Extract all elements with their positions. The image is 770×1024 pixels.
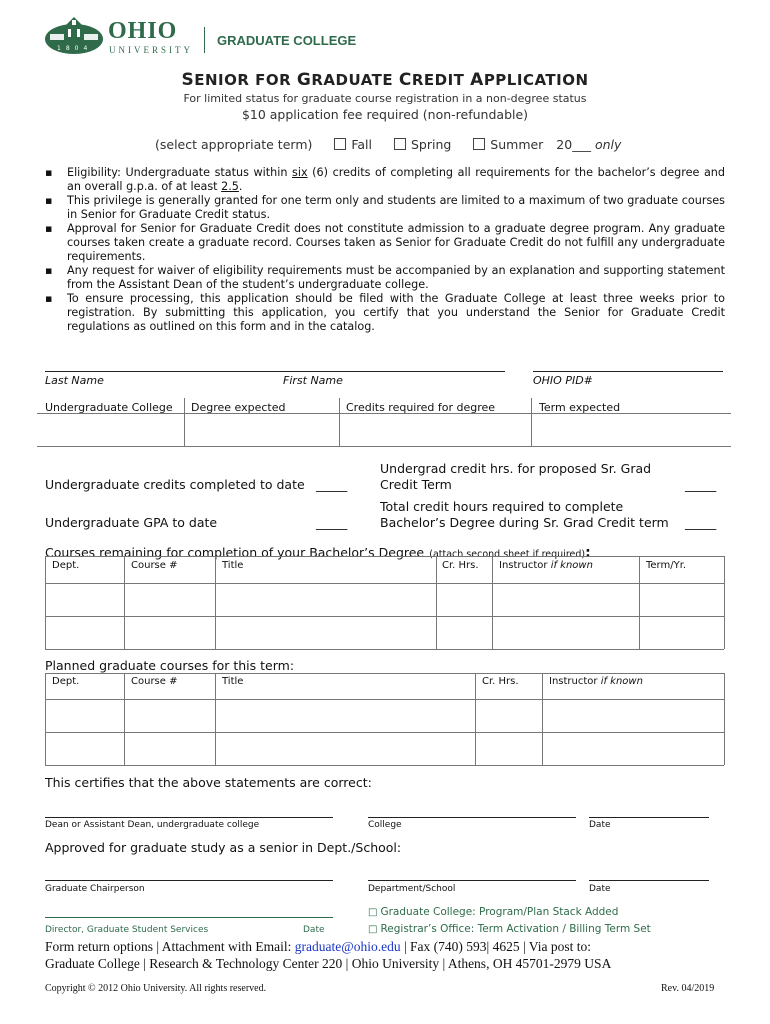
form-subtitle: For limited status for graduate course registration in a non-degree status xyxy=(183,92,587,105)
name-input-line[interactable] xyxy=(45,371,505,372)
credits-completed-label: Undergraduate credits completed to date xyxy=(45,477,305,492)
rule-one-term: ▪ This privilege is generally granted for one term only and students are limited to a maximum of two graduate courses in Senior for Graduate Credit status. xyxy=(45,194,725,222)
college-label: College xyxy=(368,820,402,830)
last-name-label: Last Name xyxy=(45,374,104,387)
pid-input-line[interactable] xyxy=(533,371,723,372)
rule-waiver: ▪ Any request for waiver of eligibility requirements must be accompanied by an explanation and supporting statement from the Assistant Dean of the student’s undergraduate college. xyxy=(45,264,725,292)
chair-label: Graduate Chairperson xyxy=(45,884,145,894)
revision: Rev. 04/2019 xyxy=(661,983,715,994)
certify-date-line[interactable] xyxy=(589,817,709,818)
mailing-address: Graduate College | Research & Technology Center 220 | Ohio University | Athens, OH 45701-2979 USA xyxy=(45,956,612,971)
remaining-courses-heading: Courses remaining for completion of your Bachelor’s Degree (attach second sheet if required): xyxy=(45,545,591,561)
rem-title-header: Title xyxy=(222,560,244,571)
term-expected-header: Term expected xyxy=(539,401,621,414)
certify-statement: This certifies that the above statements are correct: xyxy=(45,775,372,790)
table-row[interactable] xyxy=(46,700,723,731)
approval-statement: Approved for graduate study as a senior in Dept./School: xyxy=(45,840,402,855)
director-date-label: Date xyxy=(303,925,325,935)
plan-title-header: Title xyxy=(222,676,244,687)
total-hrs-field[interactable]: _____ xyxy=(685,515,717,530)
first-name-label: First Name xyxy=(283,374,343,387)
logo-subtitle: UNIVERSITY xyxy=(109,45,193,55)
dean-label: Dean or Assistant Dean, undergraduate college xyxy=(45,820,260,830)
table-row[interactable] xyxy=(46,733,723,764)
only-label: only xyxy=(594,137,622,152)
table-row[interactable] xyxy=(46,617,723,648)
college-signature-line[interactable] xyxy=(368,817,576,818)
dean-signature-line[interactable] xyxy=(45,817,333,818)
term-activation-checkbox[interactable]: □ Registrar’s Office: Term Activation / Billing Term Set xyxy=(368,923,651,935)
rule-processing: ▪ To ensure processing, this application should be filed with the Graduate College at least three weeks prior to registration. By submitting this application, you certify that you understand the Senior for Graduate Credit regulations as outlined on this form and in the catalog. xyxy=(45,292,725,334)
eligibility-rules xyxy=(45,166,725,334)
total-hrs-label: Total credit hours required to complete Bachelor’s Degree during Sr. Grad Credit term xyxy=(380,499,669,530)
rem-dept-header: Dept. xyxy=(52,560,80,571)
rem-term-header: Term/Yr. xyxy=(646,560,687,571)
table-row[interactable] xyxy=(46,584,723,615)
logo-year: 1804 xyxy=(57,45,93,52)
gpa-label: Undergraduate GPA to date xyxy=(45,515,218,530)
plan-hrs-header: Cr. Hrs. xyxy=(482,676,519,687)
college-name: GRADUATE COLLEGE xyxy=(217,33,357,48)
undergrad-college-header: Undergraduate College xyxy=(45,401,173,414)
gpa-field[interactable]: _____ xyxy=(316,515,348,530)
pid-label: OHIO PID# xyxy=(533,374,593,387)
rule-eligibility: ▪ Eligibility: Undergraduate status within six (6) credits of completing all requirements for the bachelor’s degree and an overall g.p.a. of at least 2.5. xyxy=(45,166,725,194)
degree-expected-field[interactable] xyxy=(185,414,338,445)
summer-year[interactable]: 20___ xyxy=(556,137,591,152)
credits-required-header: Credits required for degree xyxy=(346,401,496,414)
plan-instructor-header: Instructor if known xyxy=(549,676,643,687)
form-title: SENIOR FOR GRADUATE CREDIT APPLICATION xyxy=(181,70,589,90)
rem-instructor-header: Instructor if known xyxy=(499,560,593,571)
plan-course-header: Course # xyxy=(131,676,178,687)
term-prompt: (select appropriate term) xyxy=(155,137,313,152)
summer-checkbox[interactable]: Summer xyxy=(473,137,543,152)
dept-signature-line[interactable] xyxy=(368,880,576,881)
email-link[interactable]: graduate@ohio.edu xyxy=(294,939,401,954)
fall-checkbox[interactable]: Fall xyxy=(334,137,372,152)
term-expected-field[interactable] xyxy=(532,414,730,445)
certify-date-label: Date xyxy=(589,820,611,830)
rule-not-admission: ▪ Approval for Senior for Graduate Credit does not constitute admission to a graduate degree program. Any graduate courses taken create a graduate record. Courses taken as Senior for Graduate Credit do not fulfill any undergraduate requirements. xyxy=(45,222,725,264)
copyright: Copyright © 2012 Ohio University. All rights reserved. xyxy=(45,983,267,994)
rem-course-header: Course # xyxy=(131,560,178,571)
return-options: Form return options | Attachment with Email: graduate@ohio.edu | Fax (740) 593| 4625 | Via post to: xyxy=(45,939,591,954)
plan-dept-header: Dept. xyxy=(52,676,80,687)
logo-wordmark: OHIO xyxy=(108,18,178,44)
director-label: Director, Graduate Student Services xyxy=(45,925,209,935)
fee-notice: $10 application fee required (non-refundable) xyxy=(241,107,529,122)
planned-courses-heading: Planned graduate courses for this term: xyxy=(45,658,295,673)
term-selector xyxy=(155,137,621,152)
approval-date-line[interactable] xyxy=(589,880,709,881)
dept-label: Department/School xyxy=(368,884,456,894)
rem-hrs-header: Cr. Hrs. xyxy=(442,560,479,571)
undergrad-college-field[interactable] xyxy=(37,414,183,445)
director-signature-line[interactable] xyxy=(45,917,333,918)
approval-date-label: Date xyxy=(589,884,611,894)
degree-expected-header: Degree expected xyxy=(191,401,286,414)
spring-checkbox[interactable]: Spring xyxy=(394,137,451,152)
stack-added-checkbox[interactable]: □ Graduate College: Program/Plan Stack Added xyxy=(368,906,619,918)
info-table-bottom xyxy=(37,446,731,447)
proposed-hrs-label: Undergrad credit hrs. for proposed Sr. Grad Credit Term xyxy=(380,461,652,492)
credits-required-field[interactable] xyxy=(340,414,530,445)
proposed-hrs-field[interactable]: _____ xyxy=(685,477,717,492)
header-divider xyxy=(204,27,205,53)
credits-completed-field[interactable]: _____ xyxy=(316,477,348,492)
chair-signature-line[interactable] xyxy=(45,880,333,881)
